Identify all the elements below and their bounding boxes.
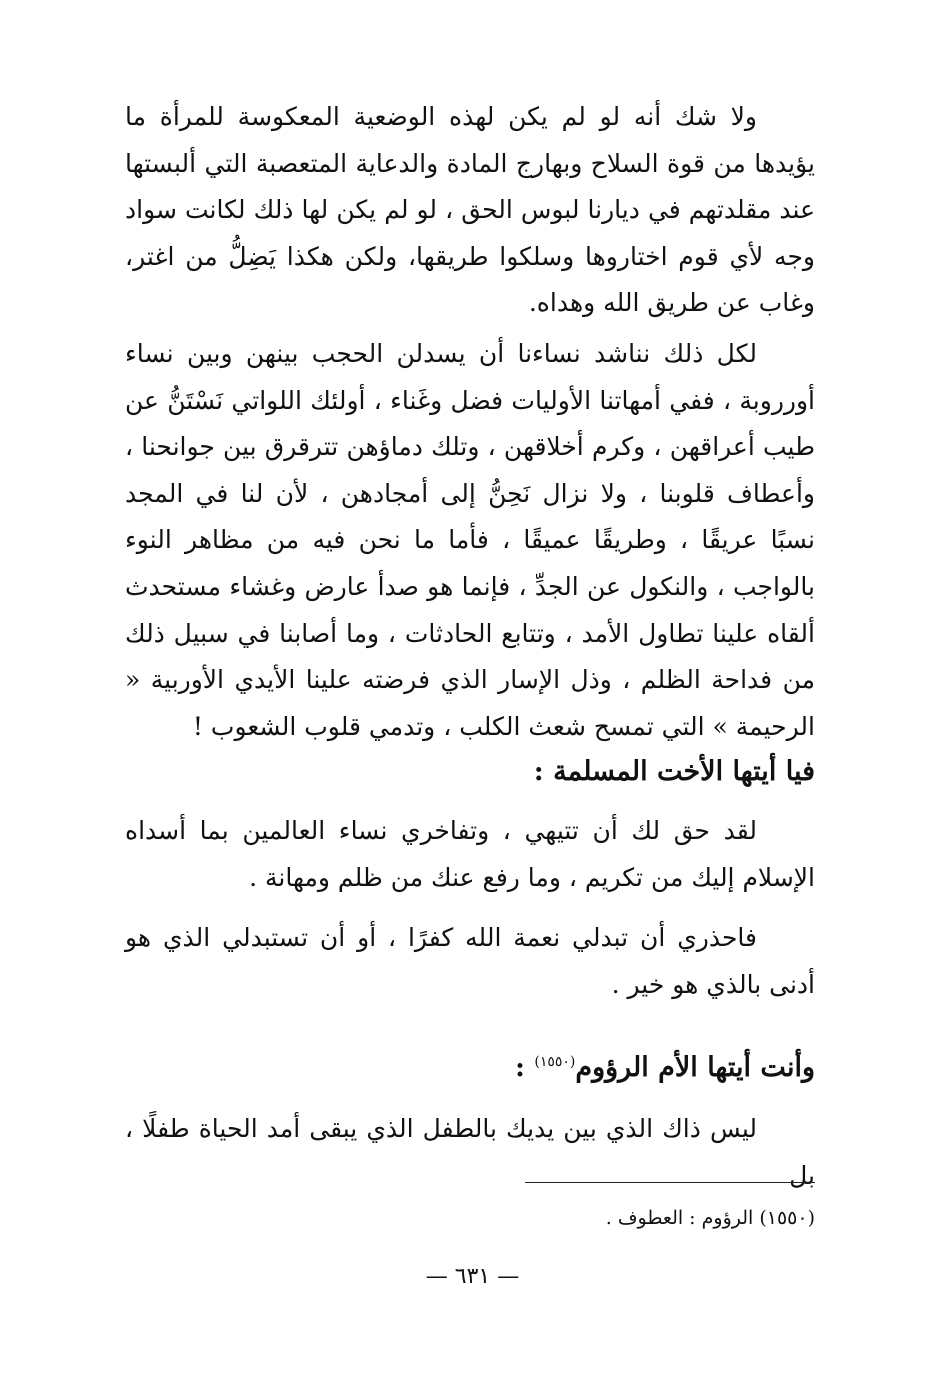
page-number: — ٦٣١ — [425, 1264, 520, 1289]
heading-colon: : [514, 1052, 535, 1083]
footnote: (١٥٥٠) الرؤوم : العطوف . [605, 1207, 815, 1229]
body-text-middle [125, 808, 815, 1008]
section-heading: فيا أيتها الأخت المسلمة : [533, 756, 815, 787]
paragraph: لقد حق لك أن تتيهي ، وتفاخري نساء العالمين بما أسداه الإسلام إليك من تكريم ، وما رفع عنك من ظلم ومهانة . [125, 816, 815, 892]
paragraph: ولا شك أنه لو لم يكن لهذه الوضعية المعكوسة للمرأة ما يؤيدها من قوة السلاح وبهارج المادة والدعاية المتعصبة التي ألبستها عند مقلدتهم في ديارنا لبوس الحق ، لو لم يكن لها ذلك لكانت سواد وجه لأي قوم اختاروها وسلكوا طريقها، ولكن هكذا يَضِلُّ من اغتر، وغاب عن طريق الله وهداه. [125, 102, 815, 318]
paragraph: فاحذري أن تبدلي نعمة الله كفرًا ، أو أن تستبدلي الذي هو أدنى بالذي هو خير . [125, 923, 815, 999]
heading-text: وأنت أيتها الأم الرؤوم [575, 1052, 815, 1083]
section-heading [515, 1042, 815, 1088]
body-text-bottom [125, 1106, 815, 1199]
footnote-divider [525, 1182, 815, 1183]
footnote-reference: (١٥٥٠) [534, 1054, 576, 1070]
paragraph: لكل ذلك نناشد نساءنا أن يسدلن الحجب بينهن وبين نساء أورروبة ، ففي أمهاتنا الأوليات فضل وغَناء ، أولئك اللواتي نَسْتَنُّ عن طيب أعراقهن ، وكرم أخلاقهن ، وتلك دماؤهن تترقرق بين جوانحنا ، وأعطاف قلوبنا ، ولا نزال نَحِنُّ إلى أمجادهن ، لأن لنا في المجد نسبًا عريقًا ، وطريقًا عميقًا ، فأما ما نحن فيه من مظاهر النوء بالواجب ، والنكول عن الجدِّ ، فإنما هو صدأ عارض وغشاء مستحدث ألقاه علينا تطاول الأمد ، وتتابع الحادثات ، وما أصابنا في سبيل ذلك من فداحة الظلم ، وذل الإسار الذي فرضته علينا الأيدي الأوربية « الرحيمة » التي تمسح شعث الكلب ، وتدمي قلوب الشعوب ! [125, 338, 815, 741]
paragraph: ليس ذاك الذي بين يديك بالطفل الذي يبقى أمد الحياة طفلًا ، بل [125, 1114, 815, 1190]
body-text-top [125, 94, 815, 750]
